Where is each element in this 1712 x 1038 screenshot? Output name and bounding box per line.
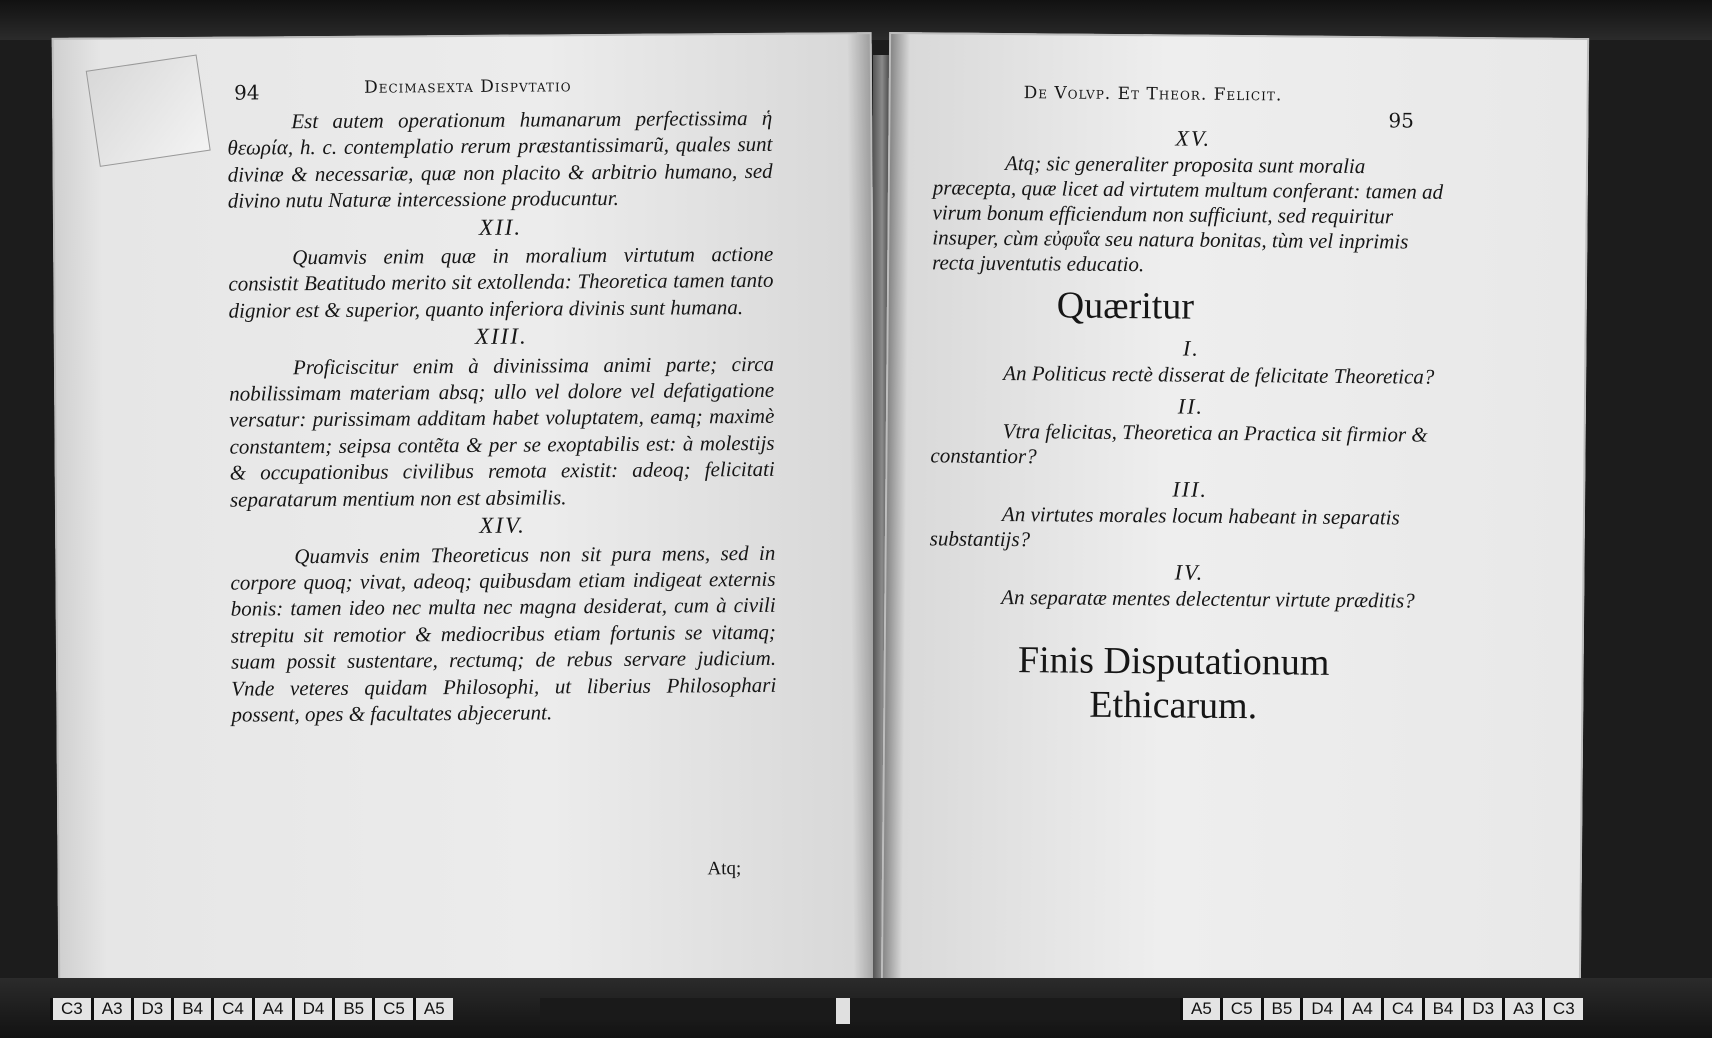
strip-label: A5 <box>1180 998 1220 1020</box>
question-text: An virtutes morales locum habeant in separatis substantijs? <box>929 501 1400 552</box>
strip-label: B5 <box>1261 998 1301 1020</box>
strip-label: C4 <box>211 998 252 1020</box>
question-number: I. <box>1182 335 1200 361</box>
question-number: III. <box>1172 476 1209 502</box>
strip-label: D3 <box>131 998 172 1020</box>
strip-label: C5 <box>1220 998 1261 1020</box>
question-item <box>929 557 1449 614</box>
section-heading: XV. <box>1175 125 1212 151</box>
strip-label: D4 <box>1300 998 1341 1020</box>
section-heading: XIV. <box>479 512 526 538</box>
paragraph: Proficiscitur enim à divinissima animi parte; circa nobilissimam materiam absq; ullo vel dolore vel defatigatione versatur: purissimam additam habet voluptatem, eamq; maximè constantem; seipsa contẽta & per se exoptabilis est: à molestijs & occupationibus civilibus remota existit: adeoq; felicitati separatarum mentium non est absimilis. <box>229 351 775 512</box>
strip-label: D3 <box>1461 998 1502 1020</box>
strip-label: A4 <box>1341 998 1381 1020</box>
left-text-block <box>227 105 776 728</box>
running-head: De Volvp. Et Theor. Felicit. <box>1023 83 1283 106</box>
question-number: IV. <box>1174 559 1205 585</box>
question-item <box>930 391 1451 473</box>
finis-line: Finis Disputationum <box>1017 639 1330 684</box>
question-item <box>930 474 1451 556</box>
strip-label: C4 <box>1381 998 1422 1020</box>
strip-label: C3 <box>50 998 91 1020</box>
strip-label: D4 <box>292 998 333 1020</box>
paragraph: Atq; sic generaliter proposita sunt moralia præcepta, quæ licet ad virtutem multum conferant: tamen ad virum bonum efficiendum non sufficiunt, sed requiritur insuper, cùm εὐφυΐα seu natura bonitas, tùm vel inprimis recta juventutis educatio. <box>932 150 1444 277</box>
left-page <box>52 32 879 988</box>
right-page <box>881 32 1589 988</box>
question-text: Vtra felicitas, Theoretica an Practica sit firmior & constantior? <box>930 418 1428 469</box>
paragraph: Quamvis enim quæ in moralium virtutum actione consistit Beatitudo merito sit extollenda: Theoretica tamen tanto dignior est & superior, quanto inferiora divinis sunt humana. <box>228 241 774 323</box>
strip-marker <box>836 998 850 1024</box>
page-number: 95 <box>1388 108 1414 133</box>
strip-label: C5 <box>372 998 413 1020</box>
color-strip-gap <box>540 998 1180 1020</box>
color-calibration-strip-left <box>50 998 453 1020</box>
strip-label: B4 <box>171 998 211 1020</box>
strip-label: A3 <box>91 998 131 1020</box>
strip-label: A3 <box>1502 998 1542 1020</box>
running-head: Decimasexta Dispvtatio <box>363 76 572 98</box>
page-number: 94 <box>233 80 260 105</box>
finis-colophon <box>963 638 1384 730</box>
folded-corner <box>86 55 211 167</box>
strip-label: B5 <box>332 998 372 1020</box>
paragraph: Est autem operationum humanarum perfectissima ἡ θεωρία, h. c. contemplatio rerum præstantissimarũ, quales sunt divinæ & necessariæ, quæ non placito & arbitrio humano, sed divino nutu Naturæ intercessione producuntur. <box>227 105 773 213</box>
queritur-heading: Quæritur <box>1056 284 1195 328</box>
strip-label: A5 <box>413 998 453 1020</box>
right-top-text <box>932 117 1453 280</box>
strip-label: B4 <box>1422 998 1462 1020</box>
color-calibration-strip-right <box>1180 998 1583 1020</box>
question-number: II. <box>1177 393 1205 419</box>
paragraph: Quamvis enim Theoreticus non sit pura mens, sed in corpore quoq; vivat, adeoq; quibusdam etiam indigeat externis bonis: tamen ideo nec multa nec magna desiderat, cum à civili strepitu sit remotior & mediocribus etiam fortunis se vitamq; suam possit sustentare, rectumq; de rebus servare judicium. Vnde veteres quidam Philosophi, ut liberius Philosophari possent, opes & facultates abjecerunt. <box>230 540 777 727</box>
question-text: An separatæ mentes delectentur virtute præditis? <box>1001 584 1415 613</box>
finis-line: Ethicarum. <box>1089 683 1258 728</box>
open-book <box>55 35 1615 985</box>
questions-list <box>929 327 1451 614</box>
strip-label: C3 <box>1542 998 1583 1020</box>
question-item <box>931 333 1451 390</box>
strip-label: A4 <box>252 998 292 1020</box>
question-text: An Politicus rectè disserat de felicitate Theoretica? <box>1003 360 1435 389</box>
catchword: Atq; <box>707 858 742 880</box>
section-heading: XIII. <box>474 323 528 350</box>
section-heading: XII. <box>478 214 523 240</box>
